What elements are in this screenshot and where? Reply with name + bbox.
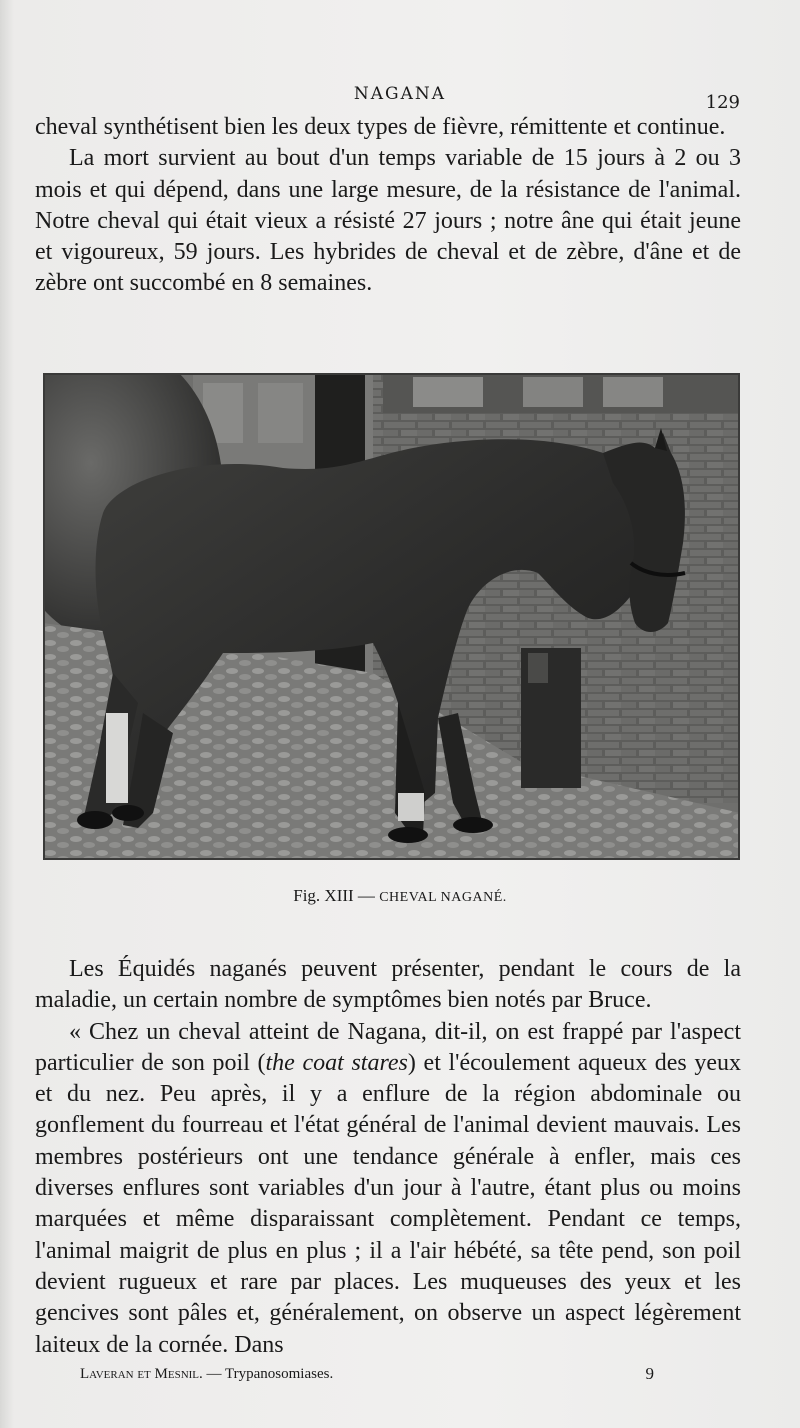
quote-italic-phrase: the coat stares [265, 1049, 408, 1076]
running-head: NAGANA [353, 84, 447, 104]
paragraph-symptoms-intro: Les Équidés naganés peuvent présenter, pendant le cours de la maladie, un certain nombre de symptômes bien notés par Bruce. [35, 956, 741, 1014]
page-number: 129 [705, 92, 740, 113]
signature-mark: 9 [645, 1364, 654, 1383]
footer-authors: Laveran et Mesnil. — [80, 1366, 222, 1382]
bottom-text-block [35, 954, 741, 1361]
page-footer [80, 1366, 720, 1383]
quote-part-2: ) et l'écoulement aqueux des yeux et du nez. Peu après, il y a enflure de la région abdominale ou gonflement du fourreau et l'état général de l'animal devient mauvais. Les membres postérieurs ont une tendance générale à enfler, mais ces diverses enflures sont variables d'un jour à l'autre, étant plus ou moins marquées et même disparaissant complètement. Pendant ce temps, l'animal maigrit de plus en plus ; il a l'air hébété, sa tête pend, son poil devient rugueux et rare par places. Les muqueuses des yeux et les gencives sont pâles et, généralement, on observe un aspect légèrement laiteux de la cornée. Dans [35, 1049, 741, 1358]
figure-label: Fig. XIII — [293, 886, 375, 905]
figure-title: CHEVAL NAGANÉ. [379, 890, 507, 905]
footer-book-title: Trypanosomiases. [225, 1366, 334, 1382]
paragraph-bruce-quote [35, 1017, 741, 1361]
horse-photograph [43, 373, 740, 860]
paragraph-mortality: La mort survient au bout d'un temps variable de 15 jours à 2 ou 3 mois et qui dépend, dans une large mesure, de la résistance de l'animal. Notre cheval qui était vieux a résisté 27 jours ; notre âne qui était jeune et vigoureux, 59 jours. Les hybrides de cheval et de zèbre, d'âne et de zèbre ont succombé en 8 semaines. [35, 145, 741, 297]
photograph-illustration [43, 373, 740, 860]
quote-part-1: « Chez un cheval atteint de Nagana, dit-il, on est frappé par l'aspect particulier de son poil ( [35, 1018, 741, 1076]
paragraph-continuation: cheval synthétisent bien les deux types de fièvre, rémittente et continue. [35, 114, 726, 140]
top-text-block [35, 112, 741, 300]
figure-caption [0, 886, 800, 906]
